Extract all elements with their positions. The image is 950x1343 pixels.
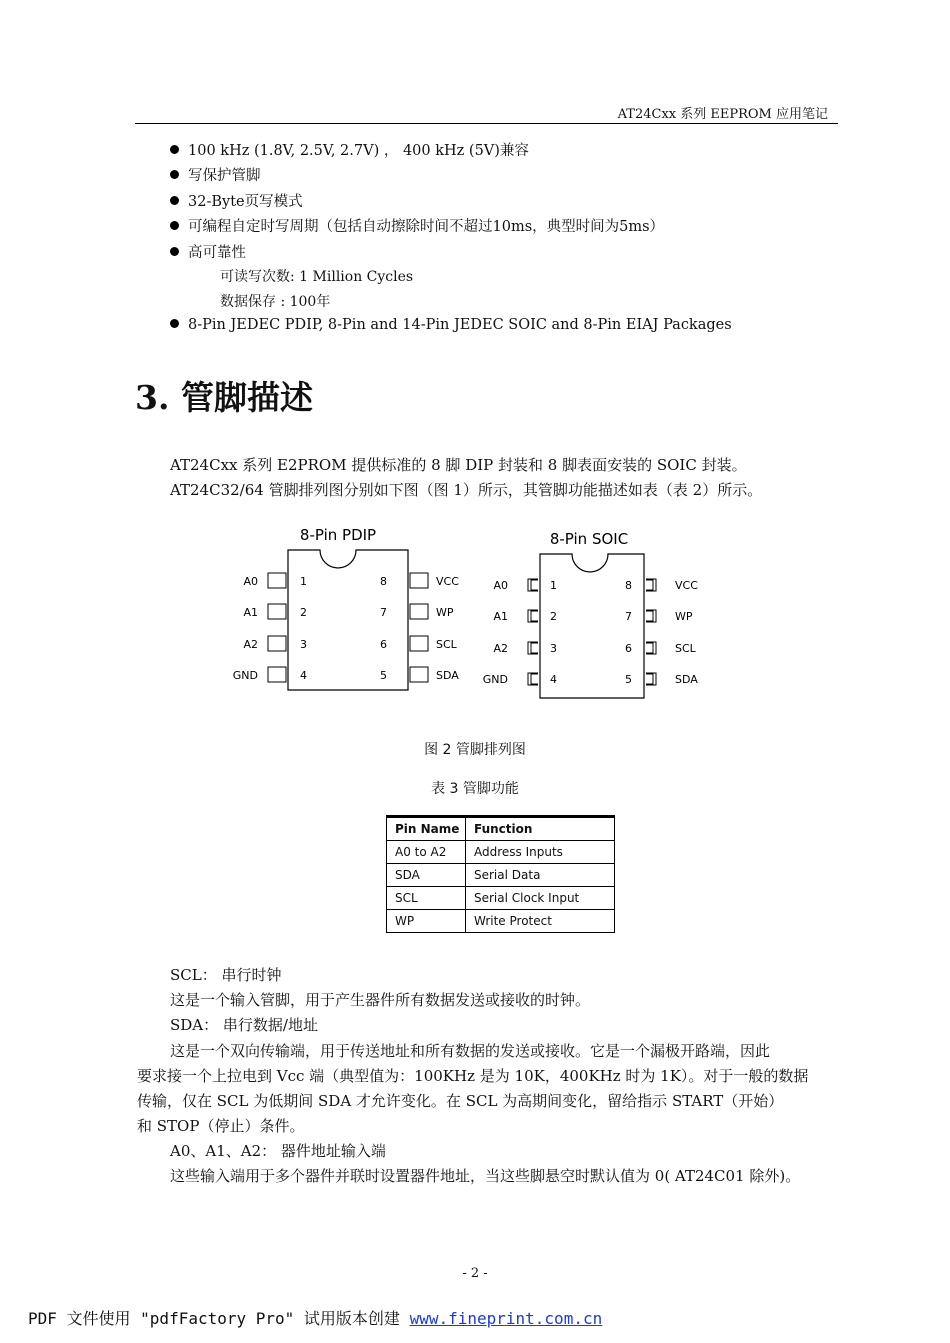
pin-number: 8 bbox=[380, 575, 387, 588]
bullet-icon bbox=[170, 196, 179, 205]
sda-description: 和 STOP（停止）条件。 bbox=[137, 1117, 305, 1135]
feature-item: 32-Byte页写模式 bbox=[170, 190, 303, 211]
pin-number: 4 bbox=[550, 673, 557, 686]
figure-caption: 图 2 管脚排列图 bbox=[424, 742, 526, 758]
pin-label-scl: SCL bbox=[436, 638, 457, 651]
pin-number: 7 bbox=[380, 606, 387, 619]
table-row bbox=[387, 910, 615, 933]
section-title: 3. 管脚描述 bbox=[135, 378, 313, 417]
pin-label-a0: A0 bbox=[243, 575, 258, 588]
table-cell: Write Protect bbox=[466, 910, 615, 933]
feature-item: 高可靠性 bbox=[170, 241, 246, 262]
address-heading: A0、A1、A2： 器件地址输入端 bbox=[170, 1142, 386, 1160]
pin-label-gnd: GND bbox=[232, 669, 258, 682]
intro-line: AT24Cxx 系列 E2PROM 提供标准的 8 脚 DIP 封装和 8 脚表面安装的 SOIC 封装。 bbox=[170, 456, 747, 474]
bullet-icon bbox=[170, 319, 179, 328]
feature-item: 8-Pin JEDEC PDIP, 8-Pin and 14-Pin JEDEC SOIC and 8-Pin EIAJ Packages bbox=[170, 317, 732, 333]
pin-number: 3 bbox=[550, 642, 557, 655]
table-cell: Serial Clock Input bbox=[466, 887, 615, 910]
pin-number: 3 bbox=[300, 638, 307, 651]
table-caption: 表 3 管脚功能 bbox=[431, 781, 519, 797]
footer-link[interactable]: www.fineprint.com.cn bbox=[409, 1309, 603, 1328]
table-cell: Serial Data bbox=[466, 864, 615, 887]
pin-label-scl: SCL bbox=[675, 642, 696, 655]
pin-label-a2: A2 bbox=[493, 642, 508, 655]
column-header: Function bbox=[466, 817, 615, 841]
retention-spec: 数据保存 : 100年 bbox=[220, 294, 331, 310]
bullet-icon bbox=[170, 221, 179, 230]
pin-number: 2 bbox=[300, 606, 307, 619]
header-rule bbox=[135, 123, 838, 124]
pdip-labels bbox=[233, 575, 459, 682]
feature-item: 可编程自定时写周期（包括自动擦除时间不超过10ms，典型时间为5ms） bbox=[170, 215, 664, 236]
pin-label-a1: A1 bbox=[243, 606, 258, 619]
pin-label-a0: A0 bbox=[493, 579, 508, 592]
table-cell: Address Inputs bbox=[466, 841, 615, 864]
page-number: - 2 - bbox=[462, 1266, 488, 1281]
table-header-row bbox=[387, 817, 615, 841]
sda-description: 这是一个双向传输端，用于传送地址和所有数据的发送或接收。它是一个漏极开路端，因此 bbox=[170, 1042, 771, 1060]
pinout-diagram bbox=[220, 518, 720, 708]
pin-label-wp: WP bbox=[436, 606, 454, 619]
pin-label-a2: A2 bbox=[243, 638, 258, 651]
soic-labels bbox=[483, 579, 698, 686]
pin-number: 8 bbox=[625, 579, 632, 592]
table-cell: SDA bbox=[387, 864, 466, 887]
pin-label-sda: SDA bbox=[436, 669, 459, 682]
pin-label-vcc: VCC bbox=[436, 575, 459, 588]
intro-line: AT24C32/64 管脚排列图分别如下图（图 1）所示，其管脚功能描述如表（表 2）所示。 bbox=[170, 481, 763, 499]
table-row bbox=[387, 864, 615, 887]
pin-label-sda: SDA bbox=[675, 673, 698, 686]
pin-number: 7 bbox=[625, 610, 632, 623]
bullet-icon bbox=[170, 145, 179, 154]
pin-label-wp: WP bbox=[675, 610, 693, 623]
pin-label-a1: A1 bbox=[493, 610, 508, 623]
feature-item: 100 kHz (1.8V, 2.5V, 2.7V) ， 400 kHz (5V)兼容 bbox=[170, 139, 529, 160]
address-description: 这些输入端用于多个器件并联时设置器件地址，当这些脚悬空时默认值为 0( AT24C01 除外)。 bbox=[170, 1167, 801, 1185]
table-cell: A0 to A2 bbox=[387, 841, 466, 864]
pdf-footer bbox=[28, 1306, 602, 1329]
pin-number: 1 bbox=[550, 579, 557, 592]
pin-label-gnd: GND bbox=[482, 673, 508, 686]
pin-number: 2 bbox=[550, 610, 557, 623]
pdip-package bbox=[268, 550, 428, 690]
column-header: Pin Name bbox=[387, 817, 466, 841]
table-cell: WP bbox=[387, 910, 466, 933]
scl-description: 这是一个输入管脚，用于产生器件所有数据发送或接收的时钟。 bbox=[170, 991, 591, 1009]
pin-number: 6 bbox=[625, 642, 632, 655]
pin-number: 1 bbox=[300, 575, 307, 588]
soic-package bbox=[528, 554, 656, 698]
pdip-title: 8-Pin PDIP bbox=[299, 526, 377, 544]
endurance-spec: 可读写次数: 1 Million Cycles bbox=[220, 269, 414, 285]
pin-number: 4 bbox=[300, 669, 307, 682]
pin-number: 5 bbox=[625, 673, 632, 686]
table-row bbox=[387, 841, 615, 864]
footer-text: PDF 文件使用 "pdfFactory Pro" 试用版本创建 bbox=[28, 1309, 410, 1328]
sda-description: 传输，仅在 SCL 为低期间 SDA 才允许变化。在 SCL 为高期间变化，留给指示 START（开始） bbox=[137, 1092, 784, 1110]
table-row bbox=[387, 887, 615, 910]
scl-heading: SCL： 串行时钟 bbox=[170, 966, 282, 984]
pin-number: 5 bbox=[380, 669, 387, 682]
pin-number: 6 bbox=[380, 638, 387, 651]
pin-function-table bbox=[386, 815, 615, 933]
sda-description: 要求接一个上拉电到 Vcc 端（典型值为：100KHz 是为 10K，400KHz 时为 1K）。对于一般的数据 bbox=[137, 1067, 809, 1085]
pin-label-vcc: VCC bbox=[675, 579, 698, 592]
bullet-icon bbox=[170, 247, 179, 256]
bullet-icon bbox=[170, 170, 179, 179]
feature-item: 写保护管脚 bbox=[170, 164, 261, 185]
table-cell: SCL bbox=[387, 887, 466, 910]
running-header: AT24Cxx 系列 EEPROM 应用笔记 bbox=[617, 107, 828, 122]
sda-heading: SDA： 串行数据/地址 bbox=[170, 1016, 318, 1034]
soic-title: 8-Pin SOIC bbox=[549, 530, 629, 548]
